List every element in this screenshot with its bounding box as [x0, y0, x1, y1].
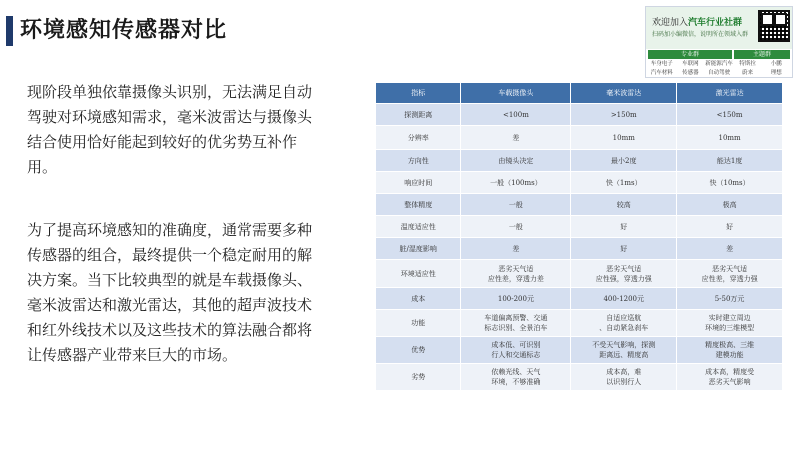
promo-group-item[interactable]: 传感器	[682, 70, 699, 76]
table-row-label: 劣势	[376, 364, 461, 391]
table-cell: 恶劣天气适 应性差，穿透力强	[677, 260, 783, 288]
table-row-label: 探测距离	[376, 104, 461, 126]
table-row-label: 优势	[376, 337, 461, 364]
table-cell: 好	[571, 216, 677, 238]
table-cell: 一般（100ms）	[461, 172, 571, 194]
detail-paragraph: 为了提高环境感知的准确度，通常需要多种传感器的组合，最终提供一个稳定耐用的解决方案。当下比较典型的就是车载摄像头、毫米波雷达和激光雷达，其他的超声波技术和红外线技术以及这些技术的算法融合都将让传感器产业带来巨大的市场。	[27, 221, 313, 364]
promo-header	[646, 7, 792, 49]
table-cell: 极高	[677, 194, 783, 216]
header-mmwave-radar: 毫米波雷达	[571, 83, 677, 104]
header-camera: 车载摄像头	[461, 83, 571, 104]
table-cell: 最小2度	[571, 150, 677, 172]
table-cell: >150m	[571, 104, 677, 126]
table-cell: 依赖光线、天气 环境，不够准确	[461, 364, 571, 391]
promo-headline: 欢迎加入汽车行业社群	[652, 18, 743, 28]
table-cell: 10mm	[677, 126, 783, 150]
table-cell: 10mm	[571, 126, 677, 150]
table-cell: 一般	[461, 216, 571, 238]
table-cell: 自适应巡航 、自动紧急刹车	[571, 310, 677, 337]
table-row	[376, 288, 783, 310]
table-row	[376, 216, 783, 238]
header-lidar: 激光雷达	[677, 83, 783, 104]
table-cell: <100m	[461, 104, 571, 126]
table-row	[376, 364, 783, 391]
table-cell: 5-50万元	[677, 288, 783, 310]
table-row	[376, 337, 783, 364]
table-row	[376, 104, 783, 126]
title-accent-bar	[6, 16, 13, 46]
promo-group-list	[648, 60, 790, 77]
qr-code-icon[interactable]	[758, 10, 790, 42]
table-cell: 车道偏离预警、交通 标志识别、全景泊车	[461, 310, 571, 337]
promo-subtitle: 扫码加小编微信，说明所在领域入群	[652, 31, 749, 38]
table-cell: 成本低、可识别 行人和交通标志	[461, 337, 571, 364]
table-cell: 由镜头决定	[461, 150, 571, 172]
page-title: 环境感知传感器对比	[20, 18, 228, 43]
table-cell: 快（1ms）	[571, 172, 677, 194]
promo-category-theme: 主题群	[734, 50, 790, 59]
sensor-comparison-table	[375, 82, 783, 391]
promo-group-item[interactable]: 汽车材料	[650, 70, 673, 76]
table-row	[376, 194, 783, 216]
promo-category-major: 专业群	[648, 50, 732, 59]
table-cell: 100-200元	[461, 288, 571, 310]
promo-group-item[interactable]: 车联网	[682, 61, 699, 67]
table-cell: 较高	[571, 194, 677, 216]
community-promo-card[interactable]	[645, 6, 793, 78]
table-row	[376, 126, 783, 150]
table-cell: 恶劣天气适 应性差，穿透力差	[461, 260, 571, 288]
promo-group-item[interactable]: 蔚来	[742, 70, 754, 76]
table-cell: 实时建立周边 环境的三维模型	[677, 310, 783, 337]
table-row-label: 环境适应性	[376, 260, 461, 288]
promo-brand: 汽车行业社群	[688, 18, 743, 28]
table-cell: 成本高，精度受 恶劣天气影响	[677, 364, 783, 391]
table-row-label: 方向性	[376, 150, 461, 172]
table-row-label: 脏/湿度影响	[376, 238, 461, 260]
table-cell: 400-1200元	[571, 288, 677, 310]
table-row	[376, 310, 783, 337]
table-row-label: 整体精度	[376, 194, 461, 216]
table-cell: 差	[677, 238, 783, 260]
table-cell: 快（10ms）	[677, 172, 783, 194]
table-cell: 成本高，难 以识别行人	[571, 364, 677, 391]
promo-group-item[interactable]: 新能源汽车	[705, 61, 733, 67]
table-cell: 恶劣天气适 应性强，穿透力强	[571, 260, 677, 288]
table-row	[376, 172, 783, 194]
table-cell: 精度极高、三维 建模功能	[677, 337, 783, 364]
table-row	[376, 150, 783, 172]
table-cell: 好	[677, 216, 783, 238]
promo-group-item[interactable]: 车身电子	[650, 61, 673, 67]
table-row-label: 成本	[376, 288, 461, 310]
table-row-label: 功能	[376, 310, 461, 337]
table-row	[376, 238, 783, 260]
table-cell: 差	[461, 126, 571, 150]
table-cell: 不受天气影响，探测 距离远、精度高	[571, 337, 677, 364]
promo-group-item[interactable]: 自动驾驶	[707, 70, 730, 76]
table-cell: 差	[461, 238, 571, 260]
table-cell: <150m	[677, 104, 783, 126]
table-cell: 好	[571, 238, 677, 260]
table-row	[376, 260, 783, 288]
promo-group-item[interactable]: 小鹏	[770, 61, 782, 67]
table-header-row	[376, 83, 783, 104]
table-row-label: 分辨率	[376, 126, 461, 150]
table-cell: 能达1度	[677, 150, 783, 172]
table-cell: 一般	[461, 194, 571, 216]
table-row-label: 响应时间	[376, 172, 461, 194]
promo-group-item[interactable]: 特斯拉	[739, 61, 756, 67]
promo-group-item[interactable]: 理想	[770, 70, 782, 76]
table-row-label: 温度适应性	[376, 216, 461, 238]
intro-paragraph: 现阶段单独依靠摄像头识别，无法满足自动驾驶对环境感知需求，毫米波雷达与摄像头结合使用恰好能起到较好的优劣势互补作用。	[27, 83, 313, 176]
header-metric: 指标	[376, 83, 461, 104]
